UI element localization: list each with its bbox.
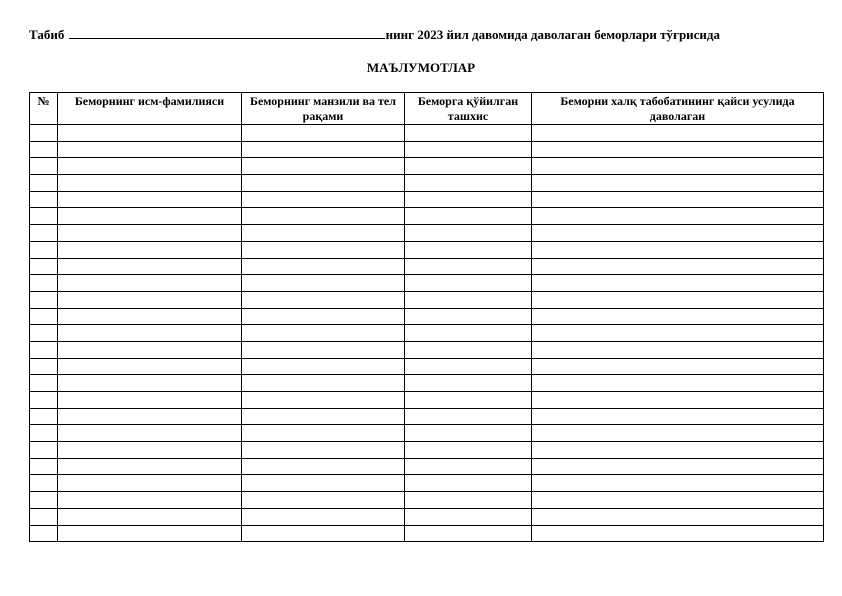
address-phone-cell[interactable] (242, 475, 405, 492)
table-header-row (30, 93, 824, 125)
table-row (30, 241, 824, 258)
address-phone-cell[interactable] (242, 158, 405, 175)
patient-name-cell[interactable] (58, 258, 242, 275)
number-cell[interactable] (30, 275, 58, 292)
table-row (30, 392, 824, 409)
number-cell[interactable] (30, 225, 58, 242)
number-cell[interactable] (30, 525, 58, 542)
diagnosis-cell[interactable] (405, 425, 532, 442)
treatment-method-cell[interactable] (532, 275, 824, 292)
patients-table (29, 92, 824, 542)
treatment-method-cell[interactable] (532, 325, 824, 342)
document-title (29, 27, 720, 43)
address-phone-cell[interactable] (242, 275, 405, 292)
diagnosis-cell[interactable] (405, 141, 532, 158)
table-row (30, 191, 824, 208)
number-cell[interactable] (30, 392, 58, 409)
column-header-patient-name: Беморнинг исм-фамилияси (58, 93, 242, 125)
table-row (30, 325, 824, 342)
diagnosis-cell[interactable] (405, 492, 532, 509)
diagnosis-cell[interactable] (405, 525, 532, 542)
treatment-method-cell[interactable] (532, 492, 824, 509)
treatment-method-cell[interactable] (532, 508, 824, 525)
table-row (30, 275, 824, 292)
table-row (30, 208, 824, 225)
diagnosis-cell[interactable] (405, 258, 532, 275)
table-row (30, 358, 824, 375)
number-cell[interactable] (30, 191, 58, 208)
patient-name-cell[interactable] (58, 275, 242, 292)
number-cell[interactable] (30, 175, 58, 192)
doctor-name-blank[interactable] (69, 27, 385, 39)
patient-name-cell[interactable] (58, 375, 242, 392)
address-phone-cell[interactable] (242, 258, 405, 275)
table-row (30, 291, 824, 308)
patient-name-cell[interactable] (58, 191, 242, 208)
diagnosis-cell[interactable] (405, 275, 532, 292)
diagnosis-cell[interactable] (405, 225, 532, 242)
patient-name-cell[interactable] (58, 392, 242, 409)
table-row (30, 141, 824, 158)
diagnosis-cell[interactable] (405, 358, 532, 375)
address-phone-cell[interactable] (242, 241, 405, 258)
patient-name-cell[interactable] (58, 425, 242, 442)
patient-name-cell[interactable] (58, 525, 242, 542)
number-cell[interactable] (30, 458, 58, 475)
treatment-method-cell[interactable] (532, 341, 824, 358)
address-phone-cell[interactable] (242, 508, 405, 525)
number-cell[interactable] (30, 125, 58, 142)
address-phone-cell[interactable] (242, 375, 405, 392)
number-cell[interactable] (30, 325, 58, 342)
diagnosis-cell[interactable] (405, 191, 532, 208)
title-prefix: Табиб (29, 27, 65, 42)
address-phone-cell[interactable] (242, 191, 405, 208)
table-row (30, 475, 824, 492)
table-row (30, 125, 824, 142)
diagnosis-cell[interactable] (405, 508, 532, 525)
address-phone-cell[interactable] (242, 458, 405, 475)
column-header-treatment-method: Беморни халқ табобатининг қайси усулида даволаган (532, 93, 824, 125)
address-phone-cell[interactable] (242, 175, 405, 192)
treatment-method-cell[interactable] (532, 291, 824, 308)
diagnosis-cell[interactable] (405, 125, 532, 142)
treatment-method-cell[interactable] (532, 158, 824, 175)
patient-name-cell[interactable] (58, 158, 242, 175)
treatment-method-cell[interactable] (532, 308, 824, 325)
treatment-method-cell[interactable] (532, 175, 824, 192)
number-cell[interactable] (30, 508, 58, 525)
patient-name-cell[interactable] (58, 225, 242, 242)
number-cell[interactable] (30, 408, 58, 425)
address-phone-cell[interactable] (242, 392, 405, 409)
patient-name-cell[interactable] (58, 358, 242, 375)
diagnosis-cell[interactable] (405, 458, 532, 475)
table-row (30, 525, 824, 542)
address-phone-cell[interactable] (242, 425, 405, 442)
table-row (30, 492, 824, 509)
treatment-method-cell[interactable] (532, 258, 824, 275)
address-phone-cell[interactable] (242, 225, 405, 242)
diagnosis-cell[interactable] (405, 175, 532, 192)
treatment-method-cell[interactable] (532, 425, 824, 442)
number-cell[interactable] (30, 258, 58, 275)
number-cell[interactable] (30, 141, 58, 158)
address-phone-cell[interactable] (242, 442, 405, 459)
diagnosis-cell[interactable] (405, 241, 532, 258)
patient-name-cell[interactable] (58, 492, 242, 509)
table-row (30, 308, 824, 325)
number-cell[interactable] (30, 308, 58, 325)
diagnosis-cell[interactable] (405, 308, 532, 325)
patient-name-cell[interactable] (58, 175, 242, 192)
table-row (30, 341, 824, 358)
address-phone-cell[interactable] (242, 291, 405, 308)
number-cell[interactable] (30, 158, 58, 175)
title-suffix: нинг 2023 йил давомида даволаган беморлари тўғрисида (385, 27, 720, 42)
patient-name-cell[interactable] (58, 125, 242, 142)
diagnosis-cell[interactable] (405, 392, 532, 409)
diagnosis-cell[interactable] (405, 375, 532, 392)
treatment-method-cell[interactable] (532, 442, 824, 459)
number-cell[interactable] (30, 291, 58, 308)
number-cell[interactable] (30, 375, 58, 392)
number-cell[interactable] (30, 358, 58, 375)
treatment-method-cell[interactable] (532, 191, 824, 208)
treatment-method-cell[interactable] (532, 241, 824, 258)
table-body (30, 125, 824, 542)
patient-name-cell[interactable] (58, 475, 242, 492)
column-header-number: № (30, 93, 58, 125)
table-row (30, 225, 824, 242)
number-cell[interactable] (30, 341, 58, 358)
patient-name-cell[interactable] (58, 508, 242, 525)
number-cell[interactable] (30, 425, 58, 442)
address-phone-cell[interactable] (242, 341, 405, 358)
diagnosis-cell[interactable] (405, 442, 532, 459)
table-row (30, 158, 824, 175)
treatment-method-cell[interactable] (532, 525, 824, 542)
table-row (30, 258, 824, 275)
treatment-method-cell[interactable] (532, 141, 824, 158)
treatment-method-cell[interactable] (532, 458, 824, 475)
treatment-method-cell[interactable] (532, 125, 824, 142)
patient-name-cell[interactable] (58, 408, 242, 425)
number-cell[interactable] (30, 442, 58, 459)
number-cell[interactable] (30, 208, 58, 225)
address-phone-cell[interactable] (242, 125, 405, 142)
address-phone-cell[interactable] (242, 492, 405, 509)
patient-name-cell[interactable] (58, 442, 242, 459)
address-phone-cell[interactable] (242, 525, 405, 542)
address-phone-cell[interactable] (242, 358, 405, 375)
address-phone-cell[interactable] (242, 325, 405, 342)
table-row (30, 508, 824, 525)
diagnosis-cell[interactable] (405, 291, 532, 308)
patient-name-cell[interactable] (58, 291, 242, 308)
treatment-method-cell[interactable] (532, 475, 824, 492)
treatment-method-cell[interactable] (532, 375, 824, 392)
address-phone-cell[interactable] (242, 408, 405, 425)
diagnosis-cell[interactable] (405, 341, 532, 358)
diagnosis-cell[interactable] (405, 325, 532, 342)
diagnosis-cell[interactable] (405, 475, 532, 492)
address-phone-cell[interactable] (242, 308, 405, 325)
column-header-diagnosis: Беморга қўйилган ташхис (405, 93, 532, 125)
diagnosis-cell[interactable] (405, 408, 532, 425)
table-row (30, 425, 824, 442)
table-row (30, 375, 824, 392)
column-header-address-phone: Беморнинг манзили ва тел рақами (242, 93, 405, 125)
patient-name-cell[interactable] (58, 141, 242, 158)
treatment-method-cell[interactable] (532, 408, 824, 425)
table-row (30, 175, 824, 192)
table-row (30, 442, 824, 459)
treatment-method-cell[interactable] (532, 208, 824, 225)
patient-name-cell[interactable] (58, 241, 242, 258)
address-phone-cell[interactable] (242, 141, 405, 158)
patient-name-cell[interactable] (58, 458, 242, 475)
address-phone-cell[interactable] (242, 208, 405, 225)
patient-name-cell[interactable] (58, 325, 242, 342)
document-heading: МАЪЛУМОТЛАР (366, 60, 476, 75)
treatment-method-cell[interactable] (532, 358, 824, 375)
patient-name-cell[interactable] (58, 208, 242, 225)
diagnosis-cell[interactable] (405, 208, 532, 225)
number-cell[interactable] (30, 241, 58, 258)
number-cell[interactable] (30, 492, 58, 509)
treatment-method-cell[interactable] (532, 392, 824, 409)
patient-name-cell[interactable] (58, 308, 242, 325)
table-row (30, 408, 824, 425)
number-cell[interactable] (30, 475, 58, 492)
treatment-method-cell[interactable] (532, 225, 824, 242)
table-row (30, 458, 824, 475)
diagnosis-cell[interactable] (405, 158, 532, 175)
patient-name-cell[interactable] (58, 341, 242, 358)
